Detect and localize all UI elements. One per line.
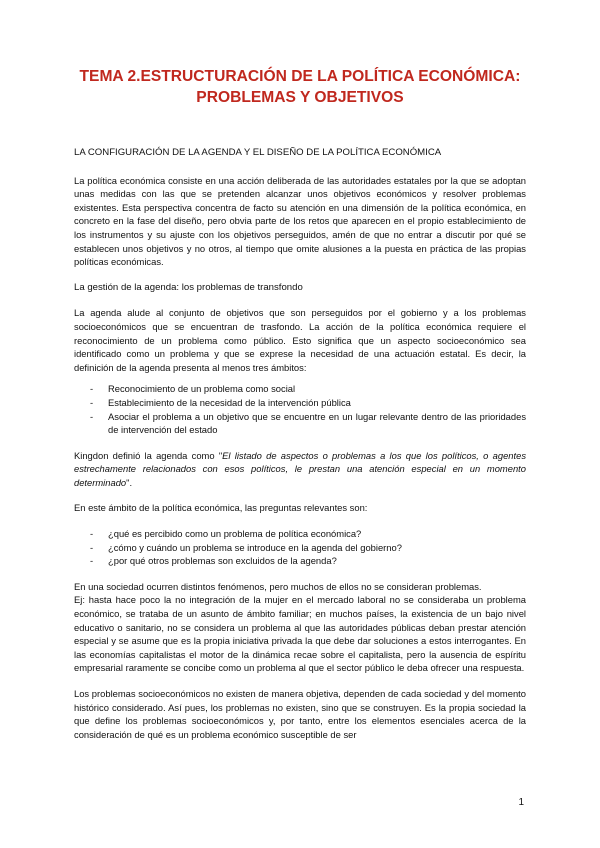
list-item-text: ¿qué es percibido como un problema de política económica? [108, 528, 362, 540]
list-item [74, 396, 526, 410]
list-item-text: ¿cómo y cuándo un problema se introduce en la agenda del gobierno? [108, 541, 402, 553]
list-item [74, 541, 526, 555]
page-number: 1 [518, 797, 524, 808]
society-line: En una sociedad ocurren distintos fenómenos, pero muchos de ellos no se consideran problemas. [74, 580, 482, 592]
dash-bullet: - [90, 396, 94, 408]
list-item [74, 527, 526, 541]
example-paragraph: Ej: hasta hace poco la no integración de la mujer en el mercado laboral no se consideraba un problema económico, se trataba de un asunto de ámbito familiar; en muchos países, la existencia de un bajo nivel educativo o sanitario, no se considera un problema al que las autoridades públicas deban prestar atención especial y se asume que es la propia iniciativa privada la que debe dar soluciones a estos interrogantes. En las economías capitalistas el motor de la dinámica recae sobre el capitalista, pero la ausencia de espíritu empresarial raramente se concibe como un problema al que el sector público le deba ofrecer una respuesta. [74, 594, 526, 674]
document-body [74, 146, 526, 741]
list-item-text: Reconocimiento de un problema como social [108, 383, 296, 395]
agenda-paragraph: La agenda alude al conjunto de objetivos que son perseguidos por el gobierno y a los problemas socioeconómicos que se encuentran de trasfondo. La acción de la política económica requiere el reconocimiento de un problema como público. Esto significa que un aspecto socioeconómico sea identificado como un problema y que se exprese la necesidad de una actuación estatal. Es decir, la definición de la agenda presenta al menos tres ámbitos: [74, 307, 526, 373]
list-item [74, 410, 526, 437]
list-item-text: Asociar el problema a un objetivo que se encuentre en un lugar relevante dentro de las prioridades de intervención del estado [108, 410, 526, 436]
questions-intro: En este ámbito de la política económica, las preguntas relevantes son: [74, 502, 368, 514]
subheading-agenda: La gestión de la agenda: los problemas de transfondo [74, 281, 303, 293]
dash-bullet: - [90, 383, 94, 395]
ambitos-list [74, 382, 526, 436]
dash-bullet: - [90, 528, 94, 540]
kingdon-tail: ". [126, 476, 133, 488]
kingdon-paragraph [74, 449, 526, 490]
intro-paragraph: La política económica consiste en una acción deliberada de las autoridades estatales por la que se adoptan unas medidas con las que se pretenden alcanzar unos objetivos económicos y resolver problemas existentes. Esta perspectiva concentra de facto su atención en una dimensión de la política económica, en concreto en la fase del diseño, pero obvia parte de los retos que aparecen en el propio establecimiento de los instrumentos y su ajuste con los objetivos perseguidos, amén de que no entrar a discutir por qué se establecen unos objetivos y no otros, al tiempo que omite alusiones a la puesta en práctica de las propias políticas económicas. [74, 174, 526, 268]
list-item [74, 554, 526, 568]
dash-bullet: - [90, 410, 94, 422]
section-heading: LA CONFIGURACIÓN DE LA AGENDA Y EL DISEÑO DE LA POLÍTICA ECONÓMICA [74, 147, 442, 158]
title-line-2: PROBLEMAS Y OBJETIVOS [196, 89, 404, 106]
dash-bullet: - [90, 541, 94, 553]
list-item-text: Establecimiento de la necesidad de la intervención pública [108, 396, 351, 408]
kingdon-quote: El listado de aspectos o problemas a los que los políticos, o agentes estrechamente relacionados con esos políticos, le prestan una atención especial en un momento determinado [74, 449, 527, 488]
dash-bullet: - [90, 555, 94, 567]
final-paragraph: Los problemas socioeconómicos no existen de manera objetiva, dependen de cada sociedad y del momento histórico considerado. Así pues, los problemas no existen, sino que se construyen. Es la propia sociedad la que define los problemas socioeconómicos y, por tanto, entre los elementos esenciales acerca de la consideración de qué es un problema económico susceptible de ser [74, 688, 526, 740]
list-item-text: ¿por qué otros problemas son excluidos de la agenda? [108, 555, 337, 567]
title-line-1: TEMA 2.ESTRUCTURACIÓN DE LA POLÍTICA ECONÓMICA: [79, 68, 521, 85]
list-item [74, 382, 526, 396]
document-title [60, 66, 540, 108]
kingdon-lead: Kingdon definió la agenda como " [74, 449, 223, 461]
questions-list [74, 527, 526, 568]
